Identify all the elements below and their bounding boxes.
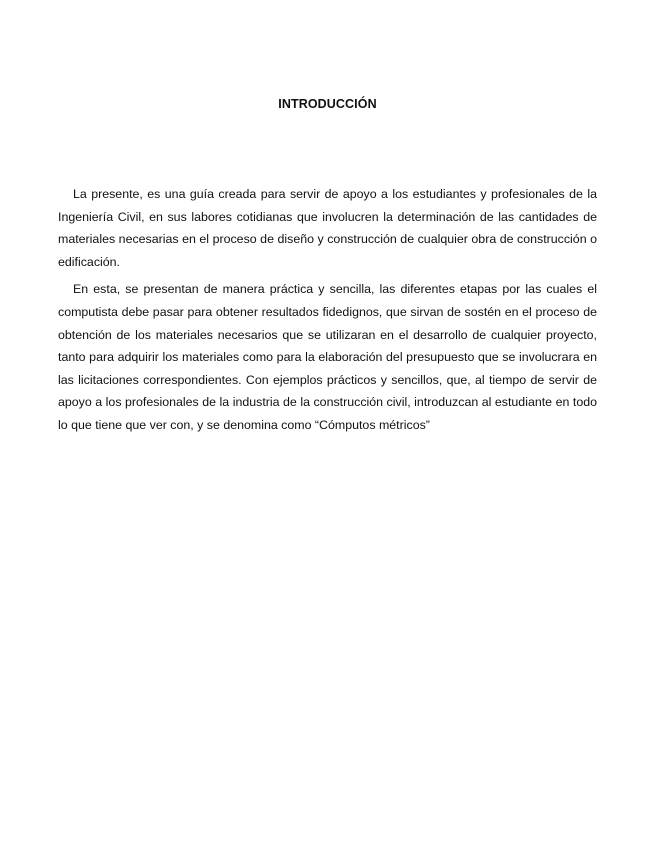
paragraph-1: La presente, es una guía creada para servir de apoyo a los estudiantes y profesionales de la Ingeniería Civil, en sus labores cotidianas que involucren la determinación de las cantidades de materiales necesarias en el proceso de diseño y construcción de cualquier obra de construcción o edificación. [58,187,597,269]
body-text [58,183,597,442]
paragraph-2: En esta, se presentan de manera práctica y sencilla, las diferentes etapas por las cuales el computista debe pasar para obtener resultados fidedignos, que sirvan de sostén en el proceso de obtención de los materiales necesarios que se utilizaran en el desarrollo de cualquier proyecto, tanto para adquirir los materiales como para la elaboración del presupuesto que se involucrara en las licitaciones correspondientes. Con ejemplos prácticos y sencillos, que, al tiempo de servir de apoyo a los profesionales de la industria de la construcción civil, introduzcan al estudiante en todo lo que tiene que ver con, y se denomina como “Cómputos métricos” [58,282,597,432]
page-title: INTRODUCCIÓN [278,97,377,111]
